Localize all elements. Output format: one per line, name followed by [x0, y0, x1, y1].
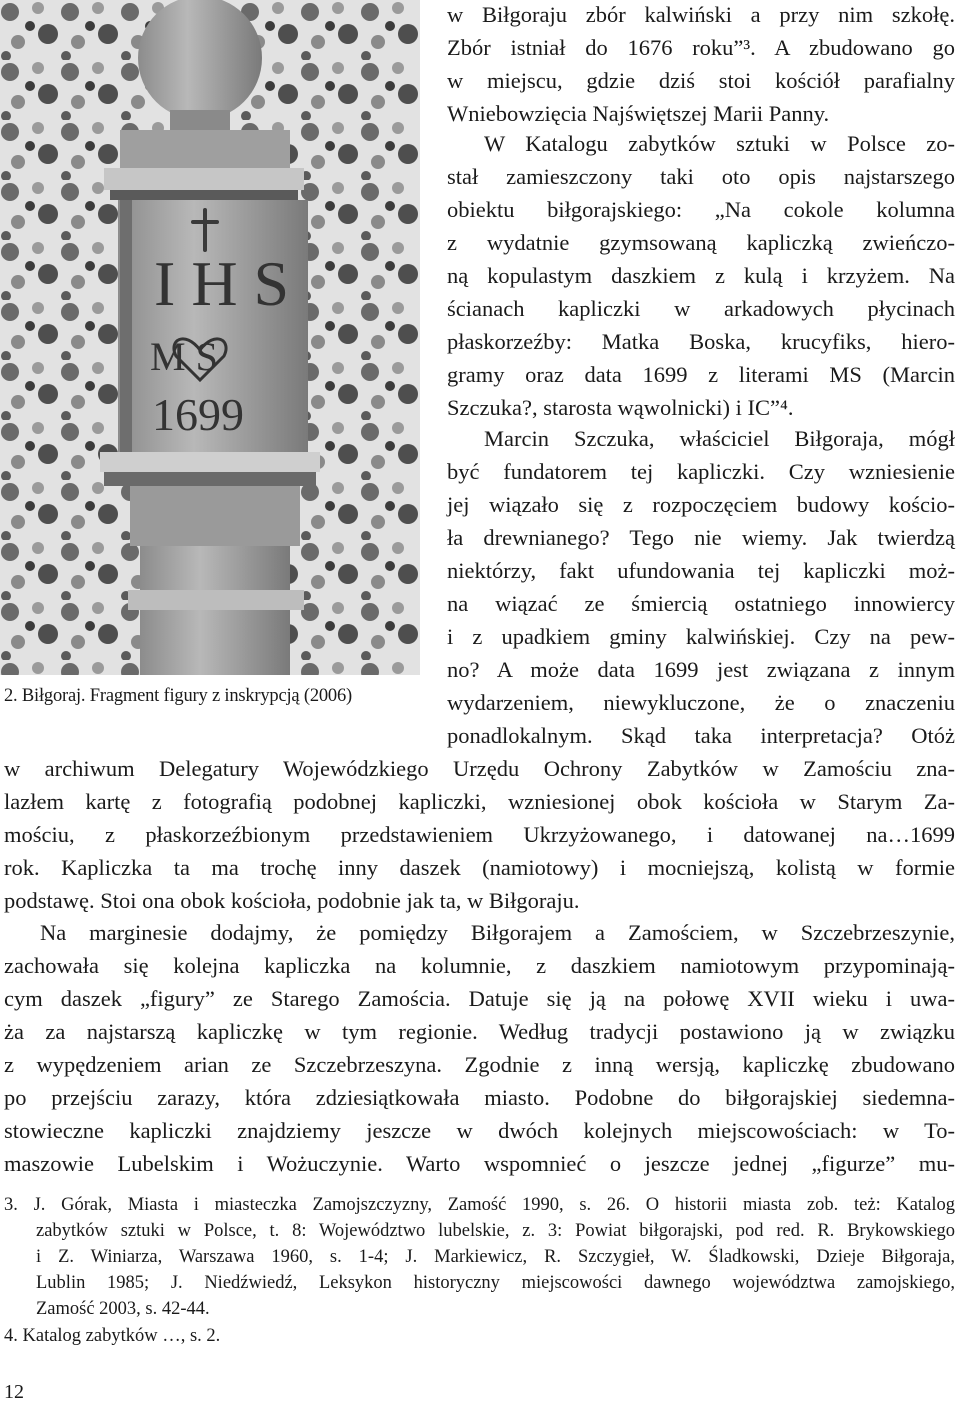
- footnote-line: i Z. Winiarza, Warszawa 1960, s. 1-4; J. Markiewicz, R. Szczygieł, W. Śladkowski, Dzieje Biłgoraja,: [36, 1247, 955, 1267]
- text-line: lazłem kartę z fotografią podobnej kapliczki, wzniesionej obok kościoła w Starym Za-: [4, 789, 955, 814]
- text-line: z wydatnie gzymsowaną kapliczką zwieńczo-: [447, 230, 955, 255]
- text-line: ła drewnianego? Tego nie wiemy. Jak twierdzą: [447, 525, 955, 550]
- text-line: i z upadkiem gminy kalwińskiej. Czy na pew-: [447, 624, 955, 649]
- text-line: podstawę. Stoi ona obok kościoła, podobnie jak ta, w Biłgoraju.: [4, 888, 580, 913]
- text-line: Szczuka?, starosta wąwolnicki) i IC”⁴.: [447, 395, 794, 420]
- inscription-ihs: I H S: [154, 248, 290, 319]
- text-line: Na marginesie dodajmy, że pomiędzy Biłgorajem a Zamościem, w Szczebrzeszynie,: [40, 920, 955, 945]
- text-line: jej wiązało się z rozpoczęciem budowy kościo-: [447, 492, 955, 517]
- figure-caption: 2. Biłgoraj. Fragment figury z inskrypcją (2006): [4, 686, 352, 706]
- text-line: stowieczne kapliczki znajdziemy jeszcze w dwóch kolejnych miejscowościach: w To-: [4, 1118, 955, 1143]
- inscription-year: 1699: [152, 389, 244, 440]
- text-line: ną kopulastym daszkiem z kulą i krzyżem. Na: [447, 263, 955, 288]
- footnote-line: Lublin 1985; J. Niedźwiedź, Leksykon historyczny miejscowości dawnego województwa zamojskiego,: [36, 1273, 955, 1293]
- text-line: ża za najstarszą kapliczkę w tym regionie. Według tradycji postawiono ją w związku: [4, 1019, 955, 1044]
- text-line: na wiązać ze śmiercią ostatniego innowiercy: [447, 591, 955, 616]
- text-line: być fundatorem tej kapliczki. Czy wzniesienie: [447, 459, 955, 484]
- inscription-ms: M S: [150, 334, 218, 379]
- text-line: z wypędzeniem arian ze Szczebrzeszyna. Zgodnie z inną wersją, kapliczkę zbudowano: [4, 1052, 955, 1077]
- text-line: w Biłgoraju zbór kalwiński a przy nim szkołę.: [447, 2, 955, 27]
- text-line: maszowie Lubelskim i Wożuczynie. Warto wspomnieć o jeszcze jednej „figurze” mu-: [4, 1151, 955, 1176]
- text-line: niektórzy, fakt ufundowania tej kapliczki moż-: [447, 558, 955, 583]
- text-line: W Katalogu zabytków sztuki w Polsce zo-: [484, 131, 955, 156]
- text-line: Wniebowzięcia Najświętszej Marii Panny.: [447, 101, 830, 126]
- text-line: Marcin Szczuka, właściciel Biłgoraja, mógł: [484, 426, 955, 451]
- footnote-line: Zamość 2003, s. 42-44.: [36, 1299, 210, 1319]
- text-line: w archiwum Delegatury Wojewódzkiego Urzędu Ochrony Zabytków w Zamościu zna-: [4, 756, 955, 781]
- text-line: zachowała się kolejna kapliczka na kolumnie, z daszkiem namiotowym przypominają-: [4, 953, 955, 978]
- text-line: stał zamieszczony taki oto opis najstarszego: [447, 164, 955, 189]
- text-line: mościu, z płaskorzeźbionym przedstawieniem Ukrzyżowanego, i datowanej na…1699: [4, 822, 955, 847]
- text-line: w miejscu, gdzie dziś stoi kościół parafialny: [447, 68, 955, 93]
- footnote-line: zabytków sztuki w Polsce, t. 8: Województwo lubelskie, z. 3: Powiat biłgorajski, pod red. R. Brykowskiego: [36, 1221, 955, 1241]
- text-line: obiektu biłgorajskiego: „Na cokole kolumna: [447, 197, 955, 222]
- text-line: Zbór istniał do 1676 roku”³. A zbudowano go: [447, 35, 955, 60]
- text-line: rok. Kapliczka ta ma trochę inny daszek (namiotowy) i mocniejszą, kolistą w formie: [4, 855, 955, 880]
- footnote-line: 4. Katalog zabytków …, s. 2.: [4, 1326, 221, 1346]
- text-line: ścianach kapliczki w arkadowych płycinach: [447, 296, 955, 321]
- text-line: wydarzeniem, niewykluczone, że o znaczeniu: [447, 690, 955, 715]
- page-number: 12: [4, 1381, 24, 1403]
- text-line: cym daszek „figury” ze Starego Zamościa. Datuje się ją na połowę XVII wieku i uwa-: [4, 986, 955, 1011]
- footnote-line: 3. J. Górak, Miasta i miasteczka Zamojszczyzny, Zamość 1990, s. 26. O historii miasta zob. też: Katalog: [4, 1195, 955, 1215]
- figure-photo: [0, 0, 420, 675]
- text-line: ponadlokalnym. Skąd taka interpretacja? Otóż: [447, 723, 955, 748]
- text-line: gramy oraz data 1699 z literami MS (Marcin: [447, 362, 955, 387]
- text-line: po przejściu zarazy, która zdziesiątkowała miasto. Podobne do biłgorajskiej siedemna-: [4, 1085, 955, 1110]
- text-line: płaskorzeźby: Matka Boska, krucyfiks, hiero-: [447, 329, 955, 354]
- text-line: no? A może data 1699 jest związana z innym: [447, 657, 955, 682]
